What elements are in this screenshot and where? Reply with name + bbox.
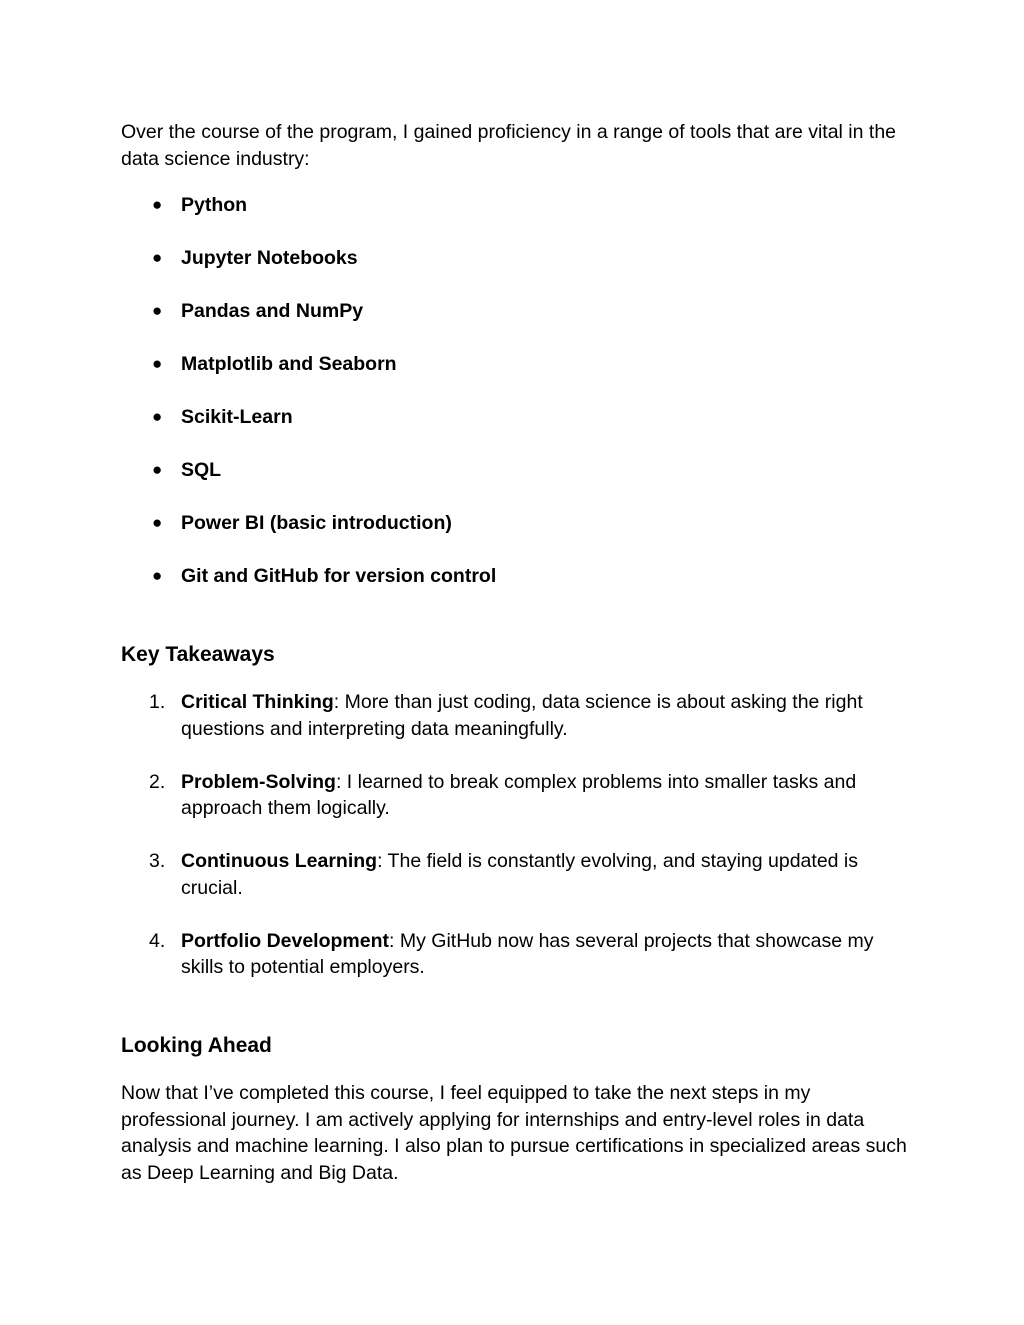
tool-item-python bbox=[121, 192, 911, 245]
takeaway-text: : More than just coding, data science is about asking the right questions and interpreting data meaningfully. bbox=[181, 691, 863, 740]
takeaway-item bbox=[121, 689, 911, 769]
list-number: 4. bbox=[149, 929, 166, 952]
key-takeaways-heading: Key Takeaways bbox=[121, 643, 275, 666]
tool-item-git-github bbox=[121, 563, 911, 616]
looking-ahead-heading: Looking Ahead bbox=[121, 1034, 272, 1057]
tool-item-sql bbox=[121, 457, 911, 510]
looking-ahead-paragraph: Now that I’ve completed this course, I feel equipped to take the next steps in my professional journey. I am actively applying for internships and entry-level roles in data analysis and machine learning. I also plan to pursue certifications in specialized areas such as Deep Learning and Big Data. bbox=[121, 1082, 907, 1184]
bullet-icon: ● bbox=[152, 301, 163, 320]
list-number: 1. bbox=[149, 691, 166, 713]
takeaway-term: Problem-Solving bbox=[181, 770, 336, 793]
tool-item-pandas-numpy bbox=[121, 298, 911, 351]
tool-item-jupyter bbox=[121, 245, 911, 298]
takeaway-body bbox=[181, 769, 911, 822]
list-number: 3. bbox=[149, 850, 166, 872]
takeaway-body bbox=[181, 848, 911, 901]
bullet-icon: ● bbox=[152, 513, 163, 532]
tool-label: Pandas and NumPy bbox=[181, 300, 364, 322]
bullet-icon: ● bbox=[152, 354, 163, 373]
takeaway-item bbox=[121, 769, 911, 849]
tool-label: Scikit-Learn bbox=[181, 406, 293, 428]
bullet-icon: ● bbox=[152, 248, 163, 267]
tool-item-scikit-learn bbox=[121, 404, 911, 457]
tool-item-matplotlib-seaborn bbox=[121, 351, 911, 404]
takeaway-term: Portfolio Development bbox=[181, 929, 390, 952]
tools-list bbox=[121, 192, 911, 616]
tool-label: Matplotlib and Seaborn bbox=[181, 353, 397, 375]
bullet-icon: ● bbox=[152, 195, 163, 214]
tool-label: Git and GitHub for version control bbox=[181, 565, 497, 587]
bullet-icon: ● bbox=[152, 566, 163, 585]
list-number: 2. bbox=[149, 770, 166, 793]
takeaway-text: : The field is constantly evolving, and staying updated is crucial. bbox=[181, 850, 859, 899]
bullet-icon: ● bbox=[152, 460, 163, 479]
tool-label: Jupyter Notebooks bbox=[181, 247, 358, 269]
takeaway-term: Continuous Learning bbox=[181, 850, 378, 872]
tool-label: Power BI (basic introduction) bbox=[181, 512, 452, 534]
bullet-icon: ● bbox=[152, 407, 163, 426]
takeaway-item bbox=[121, 928, 911, 1008]
tool-label: Python bbox=[181, 194, 248, 216]
tool-item-power-bi bbox=[121, 510, 911, 563]
intro-paragraph: Over the course of the program, I gained proficiency in a range of tools that are vital in the data science industry: bbox=[121, 121, 897, 170]
tool-label: SQL bbox=[181, 459, 222, 481]
takeaway-item bbox=[121, 848, 911, 928]
takeaway-text: : I learned to break complex problems into smaller tasks and approach them logically. bbox=[181, 770, 857, 819]
takeaways-list bbox=[121, 689, 911, 1007]
takeaway-term: Critical Thinking bbox=[181, 691, 334, 713]
takeaway-body bbox=[181, 928, 911, 981]
takeaway-body bbox=[181, 689, 911, 742]
takeaway-text: : My GitHub now has several projects that showcase my skills to potential employers. bbox=[181, 929, 874, 978]
